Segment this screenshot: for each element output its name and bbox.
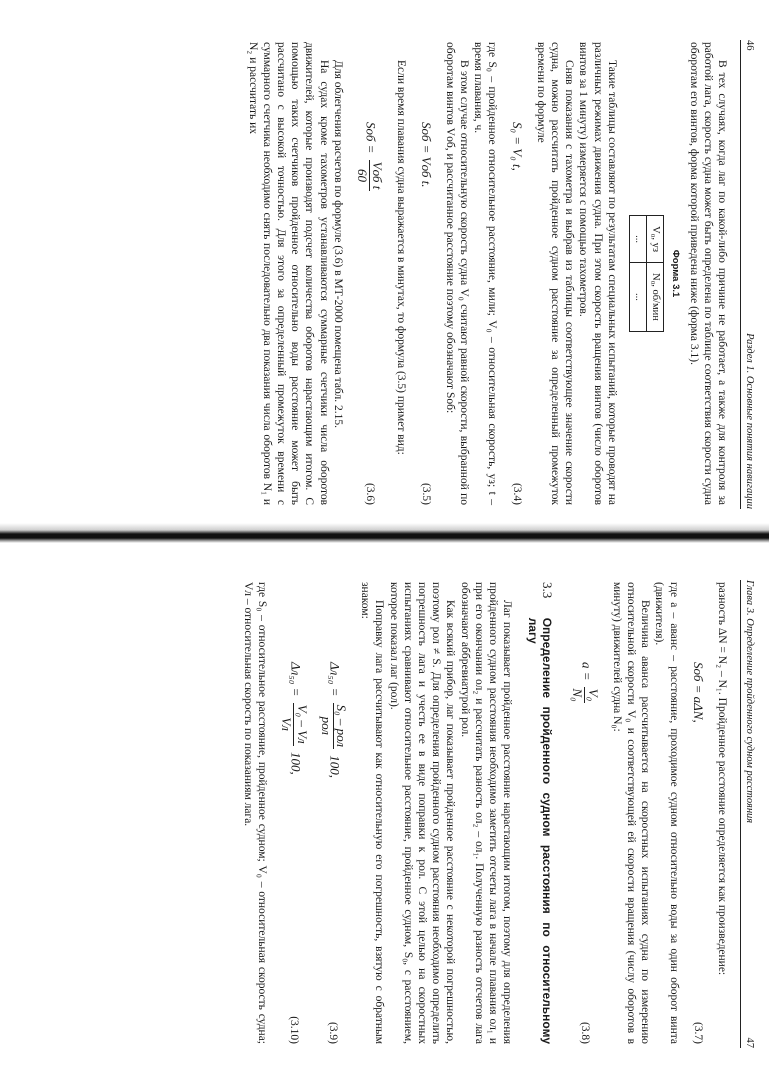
equation xyxy=(279,582,308,1044)
equation-number: (3.4) xyxy=(510,482,523,505)
paragraph: Сняв показания с тахометра и выбрав из таблицы соответствующее значение скорости судна, можно рассчитать пройденное судном расстояние за определенный промежуток времени по формуле xyxy=(534,42,576,505)
equation xyxy=(691,582,705,1044)
page-number: 47 xyxy=(744,1037,755,1048)
fraction xyxy=(279,703,308,746)
table-cell: ... xyxy=(629,263,646,332)
equation-lhs: Sоб = xyxy=(363,122,379,154)
section-title: Определение пройденного судном расстояния по относительному лагу xyxy=(526,617,555,1044)
section-title: Раздел 1. Основные понятия навигации xyxy=(744,333,755,509)
table-header: V₀, уз xyxy=(646,216,663,263)
numerator: Vоб t xyxy=(370,161,386,190)
equation-formula: Sоб = aΔN, xyxy=(690,662,706,723)
equation xyxy=(570,582,599,1044)
form-table xyxy=(629,215,664,332)
section-heading xyxy=(526,582,554,1044)
page-46 xyxy=(0,0,769,535)
equation-number: (3.7) xyxy=(691,1021,704,1044)
paragraph: Если время плавания судна выражается в минутах, то формула (3.5) примет вид: xyxy=(395,60,408,455)
fraction xyxy=(570,687,599,703)
running-header xyxy=(740,580,755,1048)
equation-number: (3.5) xyxy=(419,482,432,505)
section-number: 3.3 xyxy=(540,582,556,599)
denominator: 60 xyxy=(354,168,370,182)
equation-number: (3.6) xyxy=(363,482,376,505)
page-number: 46 xyxy=(744,40,755,51)
paragraph: где S₀ – пройденное относительное расстояние, мили; V₀ – относительная скорость, уз; t – время плавания, ч. xyxy=(472,42,499,505)
equation-formula: S₀ = V₀ t, xyxy=(509,122,525,171)
paragraph: В этом случае относительную скорость судна V₀ считают равной скорости, выбранной по оборотам винтов Vоб, и рассчитанное расстояние поэтому обозначают Sоб: xyxy=(443,42,470,505)
equation-tail: 100, xyxy=(287,751,303,775)
numerator: S₀ – рол xyxy=(333,704,349,747)
paragraph: Для облегчения расчетов по формуле (3.6) в МТ-2000 помещена табл. 2.15. xyxy=(331,60,344,428)
paragraph: где S₀ – относительное расстояние, пройденное судном; V₀ – относительная скорость судна; Vл – относительная скорость по показаниям лага. xyxy=(241,582,269,1044)
equation-formula xyxy=(319,582,348,778)
table-cell: ... xyxy=(629,216,646,263)
denominator: Vл xyxy=(279,717,295,731)
denominator: рол xyxy=(318,716,334,735)
numerator: V₀ – Vл xyxy=(294,704,310,744)
equation-formula xyxy=(279,582,308,775)
numerator: V₀ xyxy=(585,688,601,702)
fraction xyxy=(319,703,348,749)
equation xyxy=(319,582,348,1044)
paragraph: разность ΔN = N₂ – N₁. Пройденное расстояние определяется как произведение: xyxy=(716,582,728,976)
paragraph: где a – аванс – расстояние, проходимое судном относительно воды за один оборот винта (движителя). xyxy=(653,582,680,1044)
equation-formula: Sоб = Vоб t. xyxy=(418,122,434,188)
equation-lhs: Δл₅₀ = xyxy=(327,662,343,697)
denominator: N₀ xyxy=(570,688,586,702)
table-row xyxy=(629,216,646,332)
equation xyxy=(355,42,384,505)
equation xyxy=(509,42,523,505)
equation-formula xyxy=(355,42,384,194)
fraction xyxy=(355,160,384,192)
table-row xyxy=(646,216,663,332)
equation xyxy=(418,42,432,505)
paragraph: Такие таблицы составляют по результатам специальных испытаний, которые проводят на различных режимах движения судна. При этом скорость вращения винтов (число оборотов винтов за 1 минуту) измеряется с помощью тахометров. xyxy=(577,42,618,505)
equation-tail: 100, xyxy=(327,755,343,778)
page-47 xyxy=(0,540,769,1074)
equation-number: (3.8) xyxy=(578,1021,591,1044)
equation-formula xyxy=(570,582,599,706)
equation-number: (3.10) xyxy=(287,1016,300,1044)
paragraph: На судах кроме тахометров устанавливаются суммарные счетчики числа оборотов движителей, которые производят подсчет количества оборотов нарастающим итогом. С помощью таких счетчиков пройденное относительно воды расстояние может быть рассчитано с высокой точностью. Для этого за определенный промежуток времени с суммарного счетчика необходимо снять последовательно два показания числа оборотов N₁ и N₂ и рассчитать их xyxy=(246,42,330,505)
equation-lhs: a = xyxy=(578,662,594,681)
equation-lhs: Δл₅₀ = xyxy=(287,662,303,697)
paragraph: Как всякий прибор, лаг показывает пройденное расстояние с некоторой погрешностью, поэтому рол ≠ S. Для определения пройденного судном расстояния необходимо определить погрешность лага и учесть ее в виде поправки к рол. С этой целью на скоростных испытаниях сравнивают относительное расстояние, пройденное судном, S₀, с расстоянием, которое показал лаг (рол). xyxy=(387,582,457,1044)
form-caption: Форма 3.1 xyxy=(670,249,682,298)
paragraph: В тех случаях, когда лаг по какой-либо причине не работает, а также для контроля за работой лага, скорость судна может быть определена по таблице соответствия скорости судна оборотам его винтов, форма которой приведена ниже (форма 3.1). xyxy=(687,42,728,505)
table-header: N₀, об/мин xyxy=(646,263,663,332)
paragraph: Поправку лага рассчитывают как относительную его погрешность, взятую с обратным знаком: xyxy=(359,582,386,1044)
running-header xyxy=(740,40,755,509)
page-body xyxy=(245,42,729,505)
equation-number: (3.9) xyxy=(327,1021,340,1044)
page-body xyxy=(241,582,729,1044)
paragraph: Лаг показывает пройденное расстояние нарастающим итогом, поэтому для определения пройденного судном расстояния необходимо заметить отсчеты лага в начале плавания ол₁ и при его окончании ол₂ и рассчитать разность ол₂ – ол₁. Полученную разность отсчетов лага обозначают аббревиатурой рол. xyxy=(458,582,514,1044)
chapter-title: Глава 3. Определение пройденного судном расстояния xyxy=(744,580,755,824)
paragraph: Величина аванса рассчитывается на скоростных испытаниях судна по измерению относительной скорости V₀ и соответствующей ей скорости вращения (числу оборотов в минуту) движителей судна N₀: xyxy=(610,582,652,1044)
